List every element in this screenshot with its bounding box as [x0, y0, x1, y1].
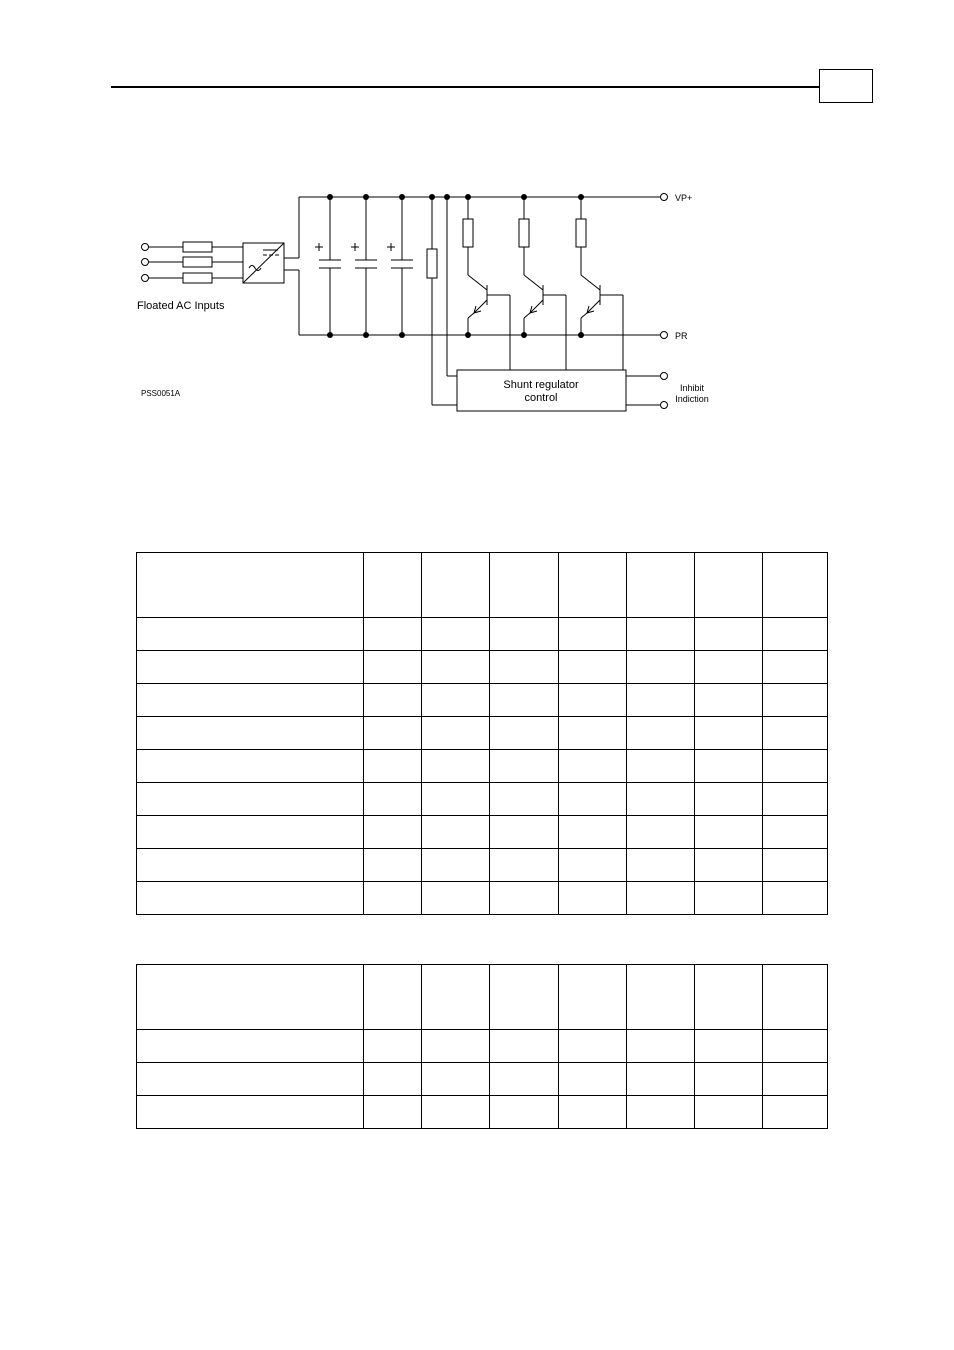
table-cell	[422, 651, 490, 684]
table-cell	[695, 618, 763, 651]
data-table-1	[136, 552, 828, 915]
table-cell	[422, 882, 490, 915]
table-cell	[490, 618, 559, 651]
table-cell	[422, 684, 490, 717]
table-cell	[137, 717, 364, 750]
pr-terminal	[661, 332, 668, 339]
table-cell	[364, 783, 422, 816]
table-cell	[763, 1030, 828, 1063]
table-cell	[627, 816, 695, 849]
table-row	[137, 816, 828, 849]
table-cell	[695, 849, 763, 882]
table-row	[137, 1030, 828, 1063]
table-header-row	[137, 553, 828, 618]
table-cell	[364, 849, 422, 882]
table-cell	[627, 651, 695, 684]
table-row	[137, 651, 828, 684]
table-cell	[490, 553, 559, 618]
table-cell	[695, 684, 763, 717]
capacitors	[315, 197, 413, 335]
table-cell	[422, 717, 490, 750]
table-cell	[559, 882, 627, 915]
table-cell	[763, 618, 828, 651]
table-cell	[763, 849, 828, 882]
table-cell	[364, 882, 422, 915]
table-cell	[364, 1063, 422, 1096]
indication-terminal	[661, 402, 668, 409]
table-cell	[137, 965, 364, 1030]
table-cell	[559, 618, 627, 651]
table-cell	[627, 882, 695, 915]
vp-label: VP+	[675, 193, 693, 203]
table-row	[137, 783, 828, 816]
table-row	[137, 1063, 828, 1096]
vp-terminal	[661, 194, 668, 201]
table-cell	[627, 849, 695, 882]
table-cell	[695, 882, 763, 915]
table-cell	[137, 553, 364, 618]
table-cell	[137, 750, 364, 783]
shunt-stage-2	[519, 197, 566, 370]
table-cell	[627, 717, 695, 750]
table-cell	[627, 783, 695, 816]
table-cell	[422, 816, 490, 849]
table-cell	[364, 816, 422, 849]
table-cell	[627, 965, 695, 1030]
table-cell	[763, 816, 828, 849]
shunt-stage-3	[576, 197, 623, 370]
table-cell	[763, 651, 828, 684]
table-cell	[695, 1096, 763, 1129]
table-cell	[490, 965, 559, 1030]
table-cell	[137, 816, 364, 849]
table-cell	[559, 684, 627, 717]
table-row	[137, 882, 828, 915]
table-cell	[490, 684, 559, 717]
table-cell	[422, 750, 490, 783]
table-cell	[490, 1030, 559, 1063]
table-cell	[364, 553, 422, 618]
table-cell	[627, 618, 695, 651]
table-cell	[559, 717, 627, 750]
table-cell	[137, 1030, 364, 1063]
table-cell	[763, 882, 828, 915]
table-cell	[559, 783, 627, 816]
table-cell	[422, 849, 490, 882]
table-cell	[763, 965, 828, 1030]
table-cell	[627, 1063, 695, 1096]
table-cell	[137, 1096, 364, 1129]
shunt-stage-1	[463, 197, 510, 370]
table-cell	[559, 1096, 627, 1129]
table-cell	[137, 849, 364, 882]
table-cell	[364, 717, 422, 750]
table-cell	[422, 965, 490, 1030]
table-cell	[559, 750, 627, 783]
fuses	[183, 242, 243, 283]
table-cell	[763, 750, 828, 783]
table-cell	[763, 783, 828, 816]
table-cell	[763, 684, 828, 717]
table-cell	[490, 816, 559, 849]
table-cell	[490, 651, 559, 684]
table-cell	[490, 783, 559, 816]
table-cell	[364, 618, 422, 651]
table-cell	[490, 849, 559, 882]
table-cell	[627, 553, 695, 618]
table-cell	[695, 651, 763, 684]
table-row	[137, 750, 828, 783]
inhibit-label: Inhibit	[679, 383, 705, 393]
table-cell	[627, 684, 695, 717]
table-cell	[137, 651, 364, 684]
table-cell	[559, 1063, 627, 1096]
table-cell	[137, 882, 364, 915]
indication-label: Indiction	[675, 394, 709, 404]
table-cell	[422, 1030, 490, 1063]
inhibit-terminal	[661, 373, 668, 380]
table-cell	[137, 1063, 364, 1096]
table-cell	[490, 1063, 559, 1096]
table-cell	[490, 1096, 559, 1129]
table-cell	[695, 1063, 763, 1096]
table-cell	[364, 684, 422, 717]
table-cell	[695, 816, 763, 849]
sense-network	[427, 197, 457, 405]
table-cell	[422, 618, 490, 651]
table-cell	[627, 750, 695, 783]
regulator-label-1: Shunt regulator	[503, 379, 579, 391]
table-cell	[763, 1096, 828, 1129]
table-row	[137, 618, 828, 651]
table-cell	[627, 1030, 695, 1063]
table-cell	[559, 849, 627, 882]
table-cell	[763, 1063, 828, 1096]
table-cell	[490, 882, 559, 915]
table-cell	[559, 816, 627, 849]
table-row	[137, 849, 828, 882]
table-cell	[695, 717, 763, 750]
table-cell	[559, 965, 627, 1030]
table-cell	[763, 717, 828, 750]
table-cell	[627, 1096, 695, 1129]
table-header-row	[137, 965, 828, 1030]
table-row	[137, 717, 828, 750]
table-cell	[422, 783, 490, 816]
table-cell	[137, 783, 364, 816]
table-cell	[364, 1030, 422, 1063]
table-cell	[364, 965, 422, 1030]
table-cell	[422, 553, 490, 618]
table-cell	[422, 1063, 490, 1096]
table-cell	[490, 717, 559, 750]
table-cell	[364, 1096, 422, 1129]
table-cell	[364, 651, 422, 684]
table-row	[137, 1096, 828, 1129]
table-cell	[559, 1030, 627, 1063]
table-cell	[422, 1096, 490, 1129]
table-cell	[695, 783, 763, 816]
table-cell	[137, 618, 364, 651]
ac-input-terminals	[142, 244, 184, 282]
table-cell	[695, 750, 763, 783]
data-table-2	[136, 964, 828, 1129]
table-cell	[695, 553, 763, 618]
pr-label: PR	[675, 331, 688, 341]
input-label: Floated AC Inputs	[137, 300, 225, 312]
rectifier-block	[243, 197, 299, 335]
table-row	[137, 684, 828, 717]
table-cell	[490, 750, 559, 783]
regulator-label-2: control	[524, 392, 558, 404]
table-cell	[137, 684, 364, 717]
table-cell	[695, 1030, 763, 1063]
table-cell	[763, 553, 828, 618]
figure-id: PSS0051A	[141, 389, 181, 398]
table-cell	[559, 553, 627, 618]
circuit-diagram	[0, 0, 954, 440]
table-cell	[559, 651, 627, 684]
table-cell	[695, 965, 763, 1030]
table-cell	[364, 750, 422, 783]
